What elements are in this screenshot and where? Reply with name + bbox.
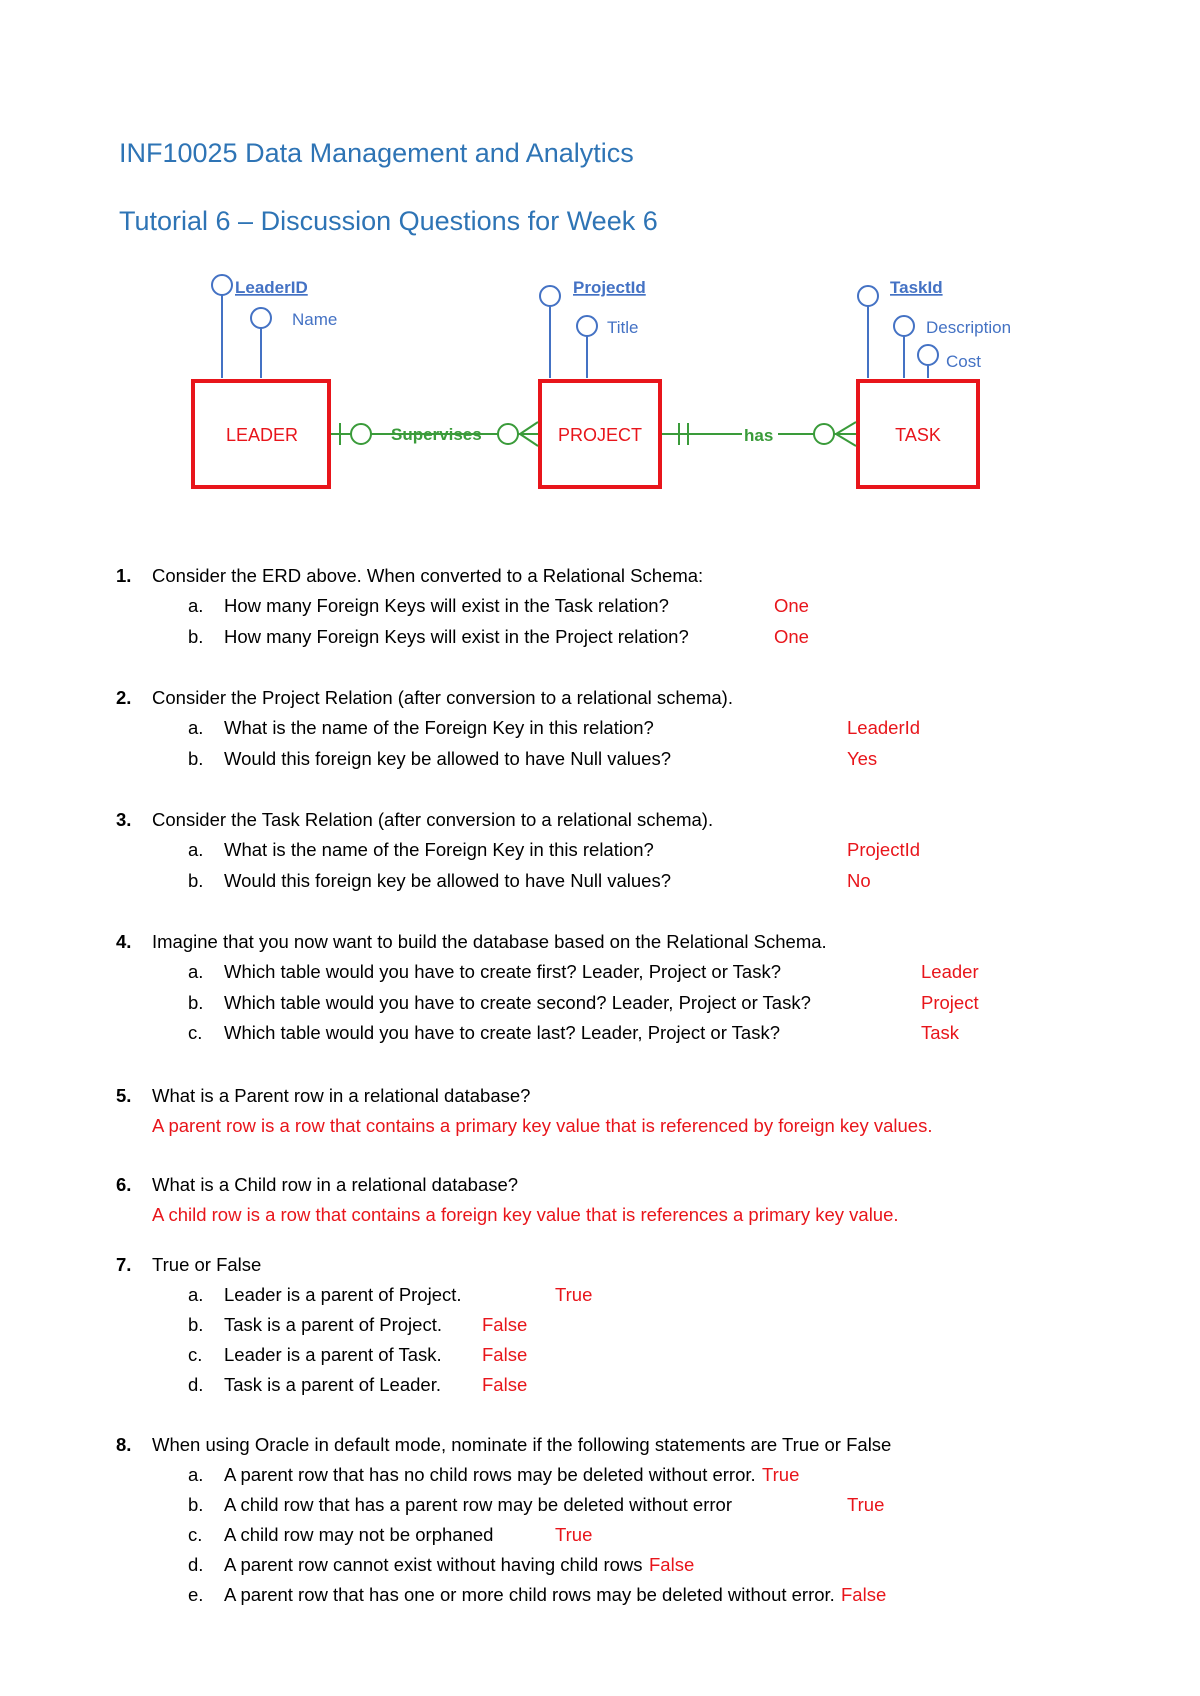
task-description-label: Description <box>926 318 1012 337</box>
has-relationship-label: has <box>744 426 774 445</box>
sub-question-label: c. <box>188 1022 203 1043</box>
project-pk-label: ProjectId <box>573 278 646 297</box>
project-entity-name: PROJECT <box>557 425 643 445</box>
sub-question-text: A parent row that has no child rows may be deleted without error. <box>224 1464 756 1485</box>
sub-question-label: a. <box>188 717 204 738</box>
sub-question-label: b. <box>188 748 204 769</box>
question-number: 5. <box>116 1085 132 1106</box>
sub-question-label: b. <box>188 870 204 891</box>
sub-question-label: c. <box>188 1344 203 1365</box>
task-description-circle <box>894 316 914 336</box>
sub-question-label: d. <box>188 1374 204 1395</box>
sub-question-answer: One <box>774 626 809 647</box>
leader-name-circle <box>251 308 271 328</box>
sub-question-label: b. <box>188 1494 204 1515</box>
sub-question-text: Which table would you have to create second? Leader, Project or Task? <box>224 992 811 1013</box>
sub-question-label: a. <box>188 595 204 616</box>
sub-question-text: Task is a parent of Project. <box>224 1314 442 1335</box>
sub-question-label: b. <box>188 992 204 1013</box>
sub-question-answer: True <box>555 1284 593 1305</box>
question-text: Consider the Project Relation (after conversion to a relational schema). <box>152 687 733 708</box>
sub-question-text: How many Foreign Keys will exist in the Project relation? <box>224 626 689 647</box>
sub-question-text: Would this foreign key be allowed to have Null values? <box>224 870 671 891</box>
question-number: 8. <box>116 1434 132 1455</box>
sub-question-answer: Yes <box>847 748 878 769</box>
sub-question-label: d. <box>188 1554 204 1575</box>
sub-question-label: a. <box>188 1284 204 1305</box>
sub-question-answer: One <box>774 595 809 616</box>
sub-question-answer: False <box>482 1374 528 1395</box>
sub-question-label: a. <box>188 961 204 982</box>
sub-question-answer: True <box>762 1464 800 1485</box>
sub-question-text: Leader is a parent of Project. <box>224 1284 462 1305</box>
sub-question-answer: False <box>482 1314 528 1335</box>
sub-question-label: e. <box>188 1584 204 1605</box>
sub-question-text: Would this foreign key be allowed to have Null values? <box>224 748 671 769</box>
task-pk-circle <box>858 286 878 306</box>
leader-entity-name: LEADER <box>225 425 299 445</box>
sub-question-answer: False <box>482 1344 528 1365</box>
tutorial-title: Tutorial 6 – Discussion Questions for Week 6 <box>119 206 658 236</box>
sub-question-answer: No <box>847 870 871 891</box>
sub-question-answer: Project <box>921 992 979 1013</box>
question-text: What is a Parent row in a relational database? <box>152 1085 531 1106</box>
question-text: Imagine that you now want to build the database based on the Relational Schema. <box>152 931 827 952</box>
question-number: 7. <box>116 1254 132 1275</box>
task-entity-name: TASK <box>895 425 941 445</box>
question-number: 2. <box>116 687 132 708</box>
question-number: 4. <box>116 931 132 952</box>
sub-question-label: b. <box>188 626 204 647</box>
sub-question-answer: Leader <box>921 961 979 982</box>
question-text: Consider the ERD above. When converted to a Relational Schema: <box>152 565 704 586</box>
sub-question-label: a. <box>188 1464 204 1485</box>
sub-question-label: a. <box>188 839 204 860</box>
course-title: INF10025 Data Management and Analytics <box>119 138 634 168</box>
question-text: What is a Child row in a relational database? <box>152 1174 519 1195</box>
sub-question-text: A parent row cannot exist without having child rows <box>224 1554 643 1575</box>
sub-question-text: A child row may not be orphaned <box>224 1524 494 1545</box>
sub-question-answer: Task <box>921 1022 960 1043</box>
question-text: True or False <box>152 1254 262 1275</box>
sub-question-text: A child row that has a parent row may be deleted without error <box>224 1494 732 1515</box>
erd-diagram <box>0 260 1200 500</box>
task-pk-label: TaskId <box>890 278 943 297</box>
answer-text: A parent row is a row that contains a primary key value that is referenced by foreign key values. <box>152 1115 933 1136</box>
question-text: When using Oracle in default mode, nominate if the following statements are True or False <box>152 1434 892 1455</box>
leader-pk-circle <box>212 275 232 295</box>
sub-question-answer: False <box>841 1584 887 1605</box>
question-text: Consider the Task Relation (after conversion to a relational schema). <box>152 809 714 830</box>
sub-question-answer: LeaderId <box>847 717 921 738</box>
task-cost-label: Cost <box>946 352 981 371</box>
project-title-circle <box>577 316 597 336</box>
sub-question-text: A parent row that has one or more child rows may be deleted without error. <box>224 1584 835 1605</box>
sub-question-answer: True <box>555 1524 593 1545</box>
sub-question-text: How many Foreign Keys will exist in the Task relation? <box>224 595 669 616</box>
leader-pk-label: LeaderID <box>235 278 308 297</box>
sub-question-text: What is the name of the Foreign Key in this relation? <box>224 839 654 860</box>
leader-name-label: Name <box>292 310 338 329</box>
question-number: 6. <box>116 1174 132 1195</box>
project-title-label: Title <box>607 318 639 337</box>
sub-question-text: Which table would you have to create last? Leader, Project or Task? <box>224 1022 781 1043</box>
sub-question-text: Leader is a parent of Task. <box>224 1344 442 1365</box>
sub-question-text: Which table would you have to create first? Leader, Project or Task? <box>224 961 782 982</box>
sub-question-text: Task is a parent of Leader. <box>224 1374 441 1395</box>
sub-question-answer: ProjectId <box>847 839 921 860</box>
sub-question-label: b. <box>188 1314 204 1335</box>
supervises-relationship-label: Supervises <box>391 425 482 444</box>
sub-question-answer: False <box>649 1554 695 1575</box>
answer-text: A child row is a row that contains a foreign key value that is references a primary key value. <box>152 1204 899 1225</box>
sub-question-answer: True <box>847 1494 885 1515</box>
sub-question-label: c. <box>188 1524 203 1545</box>
task-cost-circle <box>918 345 938 365</box>
sub-question-text: What is the name of the Foreign Key in this relation? <box>224 717 654 738</box>
question-number: 3. <box>116 809 132 830</box>
project-pk-circle <box>540 286 560 306</box>
question-number: 1. <box>116 565 132 586</box>
